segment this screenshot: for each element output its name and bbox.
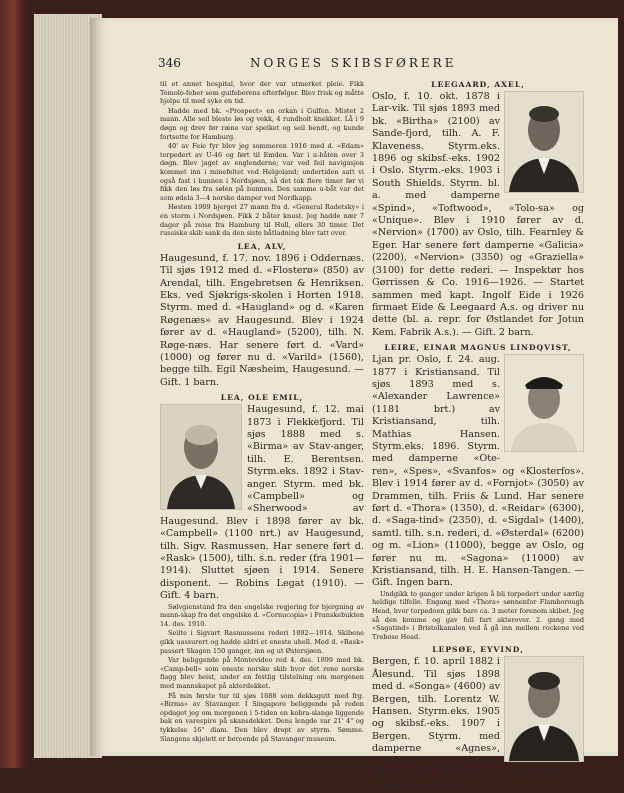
portrait-lea-ole-emil bbox=[161, 405, 241, 509]
entry-text: Oslo, f. 10. okt. 1878 i Lar-vik. Til sjøs 1893 med bk. «Birtha» (2100) av Sande-fjord, tilh. A. F. Klaveness. Styrm.eks. 1896 og skibsf.-eks. 1902 i Oslo. Styrm.-eks. 1903 i South Shields. Styrm. bl. a. med damperne «Spind», «Toftwood», «Tolo-sa» og «Unique». Blev i 1910 fører av d. «Nervion» (1700) av Oslo, tilh. Fearnley & Eger. Har senere ført damperne «Galicia» (2200), «Nervion» (3350) og «Graziella» (3100) for dette rederi. — Inspektør hos Gørrissen & Co. 1916—1926. — Startet sammen med kapt. Ingolf Eide i 1926 firmaet Eide & Leegaard A.s. og driver nu dette (bl. a. repr. for Østlandet for Jotun Kem. Fabrik A.s.). — Gift. 2 barn. bbox=[372, 91, 584, 338]
entry-note: Sølvgienstand fra den engelske regjering for bjergning av mann-skap fra det engelske d. «Cornucopia» i Franskebukten 14. des. 1910. bbox=[160, 602, 364, 628]
entry-heading: LEIRE, EINAR MAGNUS LINDQVIST, bbox=[384, 343, 572, 353]
book-page bbox=[90, 18, 618, 792]
entry-note: Var beliggende på Montevideo red 4. des. 1899 med bk. «Camp-bell» som eneste norske skib hvor det rene norske flagg blev heist, under en festlig tilstelning om morgenen med mannskapet på akterdekket. bbox=[160, 656, 364, 690]
entry-text: Ljan pr. Oslo, f. 24. aug. 1877 i Kristiansand. Til sjøs 1893 med s. «Alexander Lawrence» (1181 brt.) av Kristiansand, tilh. Mathias Hansen. Styrm.eks. 1896. Styrm. med damperne «Ote-ren», «Spes», «Svanfos» og «Klosterfos». Blev i 1914 fører av d. «Fornjot» (3050) av Drammen, tilh. Friis & Lund. Har senere ført d. «Thora» (1350), d. «Reidar» (6300), d. «Saga-tind» (2350), d. «Sigdal» (1400), samtl. tilh. s.n. rederi, d. «Østerdal» (6200) og m. «Lion» (11000), begge av Oslo, og fører nu m. «Sagona» (11000) av Kristiansand, tilh. H. E. Hansen-Tangen. — Gift. Ingen barn. bbox=[372, 354, 584, 589]
entry-heading: LEA, OLE EMIL, bbox=[220, 393, 304, 403]
portrait-photo bbox=[504, 91, 584, 193]
left-column bbox=[160, 80, 364, 744]
portrait-leegaard-axel bbox=[505, 92, 583, 192]
intro-paragraph: til et annet hospital, hvor der var utmerket pleie. Fikk Temolo-feber som guifeberens efterfølger. Blev frisk og måtte hjelpe til med syke en tid. bbox=[160, 80, 364, 106]
portrait-lepsoe-eyvind bbox=[505, 657, 583, 761]
portrait-leire-einar bbox=[505, 355, 583, 451]
entry-text: Haugesund, f. 17. nov. 1896 i Oddernæs. Til sjøs 1912 med d. «Flosterø» (850) av Arendal, tilh. Engebretsen & Henriksen. Eks. ved Sjøkrigs-skolen i Horten 1918. Styrm. med d. «Haugland» og d. «Karen Røgenæs» av Haugesund. Blev i 1924 fører av d. «Haugland» (5200), tilh. N. Røge-næs. Har senere ført d. «Vard» (1000) og fører nu d. «Varild» (1560), begge tilh. Egil Næsheim, Haugesund. — Gift. 1 barn. bbox=[160, 252, 364, 388]
page-number: 346 bbox=[158, 56, 181, 70]
portrait-photo bbox=[504, 656, 584, 762]
right-column bbox=[372, 80, 584, 793]
running-head: NORGES SKIBSFØRERE bbox=[250, 56, 457, 70]
portrait-photo bbox=[504, 354, 584, 452]
portrait-photo bbox=[160, 404, 242, 510]
intro-paragraph: Hadde med bk. «Prospect» en orkan i Gulfen. Mistet 2 mann. Alle seil bleste løs og vekk, 4 rundholt knekket. Lå i 9 døgn og drev før ræne var spelket og seil bendt, og kunde fortsette for Hamburg. bbox=[160, 106, 364, 141]
intro-paragraph: Høsten 1909 bjerget 27 mann fra d. «General Radetsky» i en storm i Nordsjøen. Fikk 2 båter knust. Jeg hadde nær 7 dager på reise fra Hamburg til Hull, ellers 30 timer. Det russiske skib sank da den siste båtladning blev tatt over. bbox=[160, 203, 364, 238]
entry-note: På min første tur til sjøs 1888 som dekksgutt med frg. «Birma» av Stavanger. I Singapore beliggende på reden opdaget jeg om morgenen i 5-tiden en kobra-slange liggende bak en varespire på skansdekket. Dens lengde var 21' 4" og tykkelse 16" diam. Den blev drept av styrm. Sømme. Slangens skjelett er beroende på Stavanger museum. bbox=[160, 691, 364, 743]
entry-heading: LEEGAARD, AXEL, bbox=[431, 80, 525, 89]
intro-paragraph: 40' av Feie fyr blev jeg sommeren 1916 med d. «Edam» torpedert av U-46 og ført til Emden. Var i u-båten over 3 døgn. Blev jaget av englenderne; var ved feil navigasjon kommet inn i minefeltet ved Helgoland; undertiden satt vi også fast i bunnen i Nordsjøen, så det tok flere timer før vi fikk den løs fra sølen på bunnen. Den samme u-båt var det som ødela 3—4 norske damper ved Nordkapp. bbox=[160, 142, 364, 202]
entry-text: Haugesund, f. 12. mai 1873 i Flekkefjord. Til sjøs 1888 med s. «Birma» av Stav-anger, tilh. E. Berentsen. Styrm.eks. 1892 i Stav-anger. Styrm. med bk. «Campbell» og «Sherwood» av Haugesund. Blev i 1898 fører av bk. «Campbell» (1100 nrt.) av Haugesund, tilh. Sigv. Rasmussen. Har senere ført d. «Rask» (1500), tilh. s.n. reder (fra 1901—1914). Sluttet sjøen i 1914. Senere disponent. — Robins Legat (1910). — Gift. 4 barn. bbox=[160, 404, 364, 602]
entry-text: Bergen, f. 10. april 1882 i Ålesund. Til sjøs 1898 med d. «Songa» (4600) av Bergen, tilh. Lorentz W. Hansen. Styrm.eks. 1905 og skibsf.-eks. 1907 i Bergen. Styrm. med damperne «Agnes», «Corinto» og «Galatea». Blev i 1913 fører av s.n. skib (1840) av Bergen, tilh. Adolph bbox=[372, 656, 584, 792]
entry-note: Seilte i Sigvart Rasmussens rederi 1892—1914. Skibene gikk uassurert og hadde aldri et eneste uhell. Med d. «Rask» passert Skagen 150 ganger, inn og ut Østersjøen. bbox=[160, 629, 364, 655]
entry-heading: LEPSØE, EYVIND, bbox=[432, 645, 524, 655]
entry-heading: LEA, ALV, bbox=[237, 241, 287, 251]
entry-note: Undgikk to ganger under krigen å bli torpedert under særlig heldige tilfelle. Engang med «Thora» sønnenfor Flamborough Head, hvor torpedoen gikk bare ca. 3 meter forenom skibet. Jeg så den komme og gav full fart akterover. 2. gang med «Sagatind» i Bristolkanalen ved å gå inn mellem rockene ved Trebose Head. bbox=[372, 589, 584, 641]
